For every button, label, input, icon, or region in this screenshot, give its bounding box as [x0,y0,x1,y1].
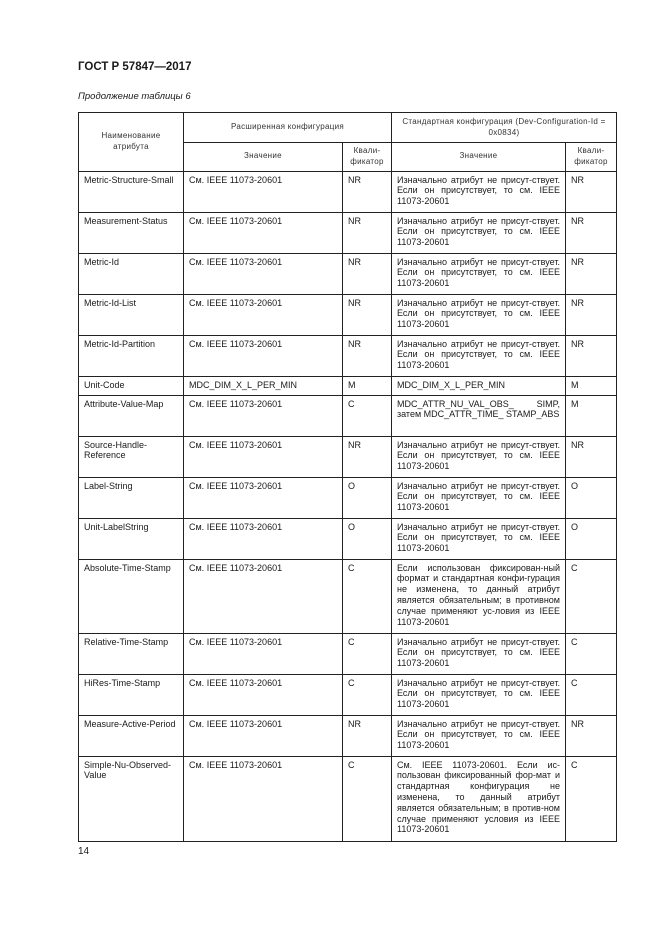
attribute-name-cell: Measure-Active-Period [79,715,184,756]
attribute-name-cell: Relative-Time-Stamp [79,633,184,674]
attribute-name-cell: Source-Handle-Reference [79,436,184,477]
ext-qualifier-cell: O [343,477,392,518]
attribute-name-cell: Unit-Code [79,376,184,395]
table-row [79,253,617,294]
std-value-cell: MDC_DIM_X_L_PER_MIN [392,376,566,395]
attribute-name-cell: Measurement-Status [79,212,184,253]
table-row [79,395,617,436]
std-qualifier-cell: NR [566,212,617,253]
ext-value-cell: См. IEEE 11073-20601 [184,212,343,253]
std-qualifier-cell: C [566,559,617,633]
table-row [79,715,617,756]
attribute-name-cell: Metric-Structure-Small [79,171,184,212]
ext-qualifier-cell: C [343,559,392,633]
attributes-table [78,112,617,842]
std-qualifier-cell: C [566,633,617,674]
std-value-cell: Изначально атрибут не присут-ствует. Если он присутствует, то см. IEEE 11073-20601 [392,335,566,376]
std-value-cell: Изначально атрибут не присут-ствует. Если он присутствует, то см. IEEE 11073-20601 [392,171,566,212]
ext-qualifier-cell: NR [343,171,392,212]
table-row [79,376,617,395]
std-qualifier-cell: NR [566,436,617,477]
ext-value-cell: См. IEEE 11073-20601 [184,674,343,715]
ext-value-cell: См. IEEE 11073-20601 [184,477,343,518]
table-row [79,756,617,841]
attribute-name-cell: Simple-Nu-Observed-Value [79,756,184,841]
ext-qualifier-cell: M [343,376,392,395]
std-qualifier-cell: NR [566,253,617,294]
std-value-cell: MDC_ATTR_NU_VAL_OBS_ SIMP, затем MDC_ATTR_TIME_ STAMP_ABS [392,395,566,436]
std-value-cell: Изначально атрибут не присут-ствует. Если он присутствует, то см. IEEE 11073-20601 [392,477,566,518]
table-row [79,335,617,376]
ext-value-cell: См. IEEE 11073-20601 [184,335,343,376]
std-qualifier-cell: NR [566,335,617,376]
attribute-name-cell: Metric-Id-Partition [79,335,184,376]
ext-qualifier-cell: NR [343,294,392,335]
std-value-cell: Изначально атрибут не присут-ствует. Если он присутствует, то см. IEEE 11073-20601 [392,674,566,715]
header-std-qualifier: Квали-фикатор [566,143,617,172]
std-value-cell: Изначально атрибут не присут-ствует. Если он присутствует, то см. IEEE 11073-20601 [392,294,566,335]
std-qualifier-cell: C [566,756,617,841]
std-value-cell: Изначально атрибут не присут-ствует. Если он присутствует, то см. IEEE 11073-20601 [392,253,566,294]
ext-value-cell: См. IEEE 11073-20601 [184,715,343,756]
header-ext-qualifier: Квали-фикатор [343,143,392,172]
ext-value-cell: MDC_DIM_X_L_PER_MIN [184,376,343,395]
ext-value-cell: См. IEEE 11073-20601 [184,171,343,212]
table-row [79,674,617,715]
ext-qualifier-cell: NR [343,253,392,294]
ext-qualifier-cell: C [343,395,392,436]
attribute-name-cell: Metric-Id [79,253,184,294]
header-std-value: Значение [392,143,566,172]
std-value-cell: Если использован фиксирован-ный формат и стандартная конфи-гурация не изменена, то данный атрибут является обязательным; в противном случае применяют ус-ловия из IEEE 11073-20601 [392,559,566,633]
table-row [79,171,617,212]
std-qualifier-cell: NR [566,294,617,335]
attribute-name-cell: Unit-LabelString [79,518,184,559]
std-qualifier-cell: O [566,518,617,559]
ext-value-cell: См. IEEE 11073-20601 [184,395,343,436]
document-title: ГОСТ Р 57847—2017 [78,61,192,73]
table-row [79,477,617,518]
attribute-name-cell: Attribute-Value-Map [79,395,184,436]
attribute-name-cell: Label-String [79,477,184,518]
ext-qualifier-cell: NR [343,436,392,477]
table-row [79,559,617,633]
std-qualifier-cell: NR [566,715,617,756]
header-standard-config: Стандартная конфигурация (Dev-Configuration-Id = 0x0834) [392,113,617,143]
ext-qualifier-cell: NR [343,212,392,253]
std-value-cell: Изначально атрибут не присут-ствует. Если он присутствует, то см. IEEE 11073-20601 [392,633,566,674]
table-row [79,212,617,253]
std-qualifier-cell: M [566,376,617,395]
page-number: 14 [78,846,90,857]
std-qualifier-cell: O [566,477,617,518]
std-qualifier-cell: NR [566,171,617,212]
std-value-cell: Изначально атрибут не присут-ствует. Если он присутствует, то см. IEEE 11073-20601 [392,212,566,253]
std-qualifier-cell: M [566,395,617,436]
ext-qualifier-cell: C [343,756,392,841]
ext-qualifier-cell: C [343,633,392,674]
std-value-cell: Изначально атрибут не присут-ствует. Если он присутствует, то см. IEEE 11073-20601 [392,436,566,477]
header-attribute-name: Наименование атрибута [79,113,184,172]
table-row [79,633,617,674]
ext-value-cell: См. IEEE 11073-20601 [184,436,343,477]
table-row [79,436,617,477]
table-row [79,294,617,335]
attribute-name-cell: HiRes-Time-Stamp [79,674,184,715]
ext-value-cell: См. IEEE 11073-20601 [184,633,343,674]
std-value-cell: Изначально атрибут не присут-ствует. Если он присутствует, то см. IEEE 11073-20601 [392,518,566,559]
std-qualifier-cell: C [566,674,617,715]
std-value-cell: См. IEEE 11073-20601. Если ис-пользован фиксированный фор-мат и стандартная конфигурация не изменена, то данный атрибут является обязательным; в против-ном случае применяют условия из IEEE 11073-20601 [392,756,566,841]
header-ext-value: Значение [184,143,343,172]
header-extended-config: Расширенная конфигурация [184,113,392,143]
ext-value-cell: См. IEEE 11073-20601 [184,518,343,559]
ext-qualifier-cell: NR [343,335,392,376]
ext-qualifier-cell: C [343,674,392,715]
ext-value-cell: См. IEEE 11073-20601 [184,253,343,294]
ext-value-cell: См. IEEE 11073-20601 [184,294,343,335]
ext-qualifier-cell: O [343,518,392,559]
attribute-name-cell: Absolute-Time-Stamp [79,559,184,633]
ext-qualifier-cell: NR [343,715,392,756]
ext-value-cell: См. IEEE 11073-20601 [184,559,343,633]
ext-value-cell: См. IEEE 11073-20601 [184,756,343,841]
table-caption: Продолжение таблицы 6 [78,91,191,102]
attribute-name-cell: Metric-Id-List [79,294,184,335]
table-row [79,518,617,559]
std-value-cell: Изначально атрибут не присут-ствует. Если он присутствует, то см. IEEE 11073-20601 [392,715,566,756]
